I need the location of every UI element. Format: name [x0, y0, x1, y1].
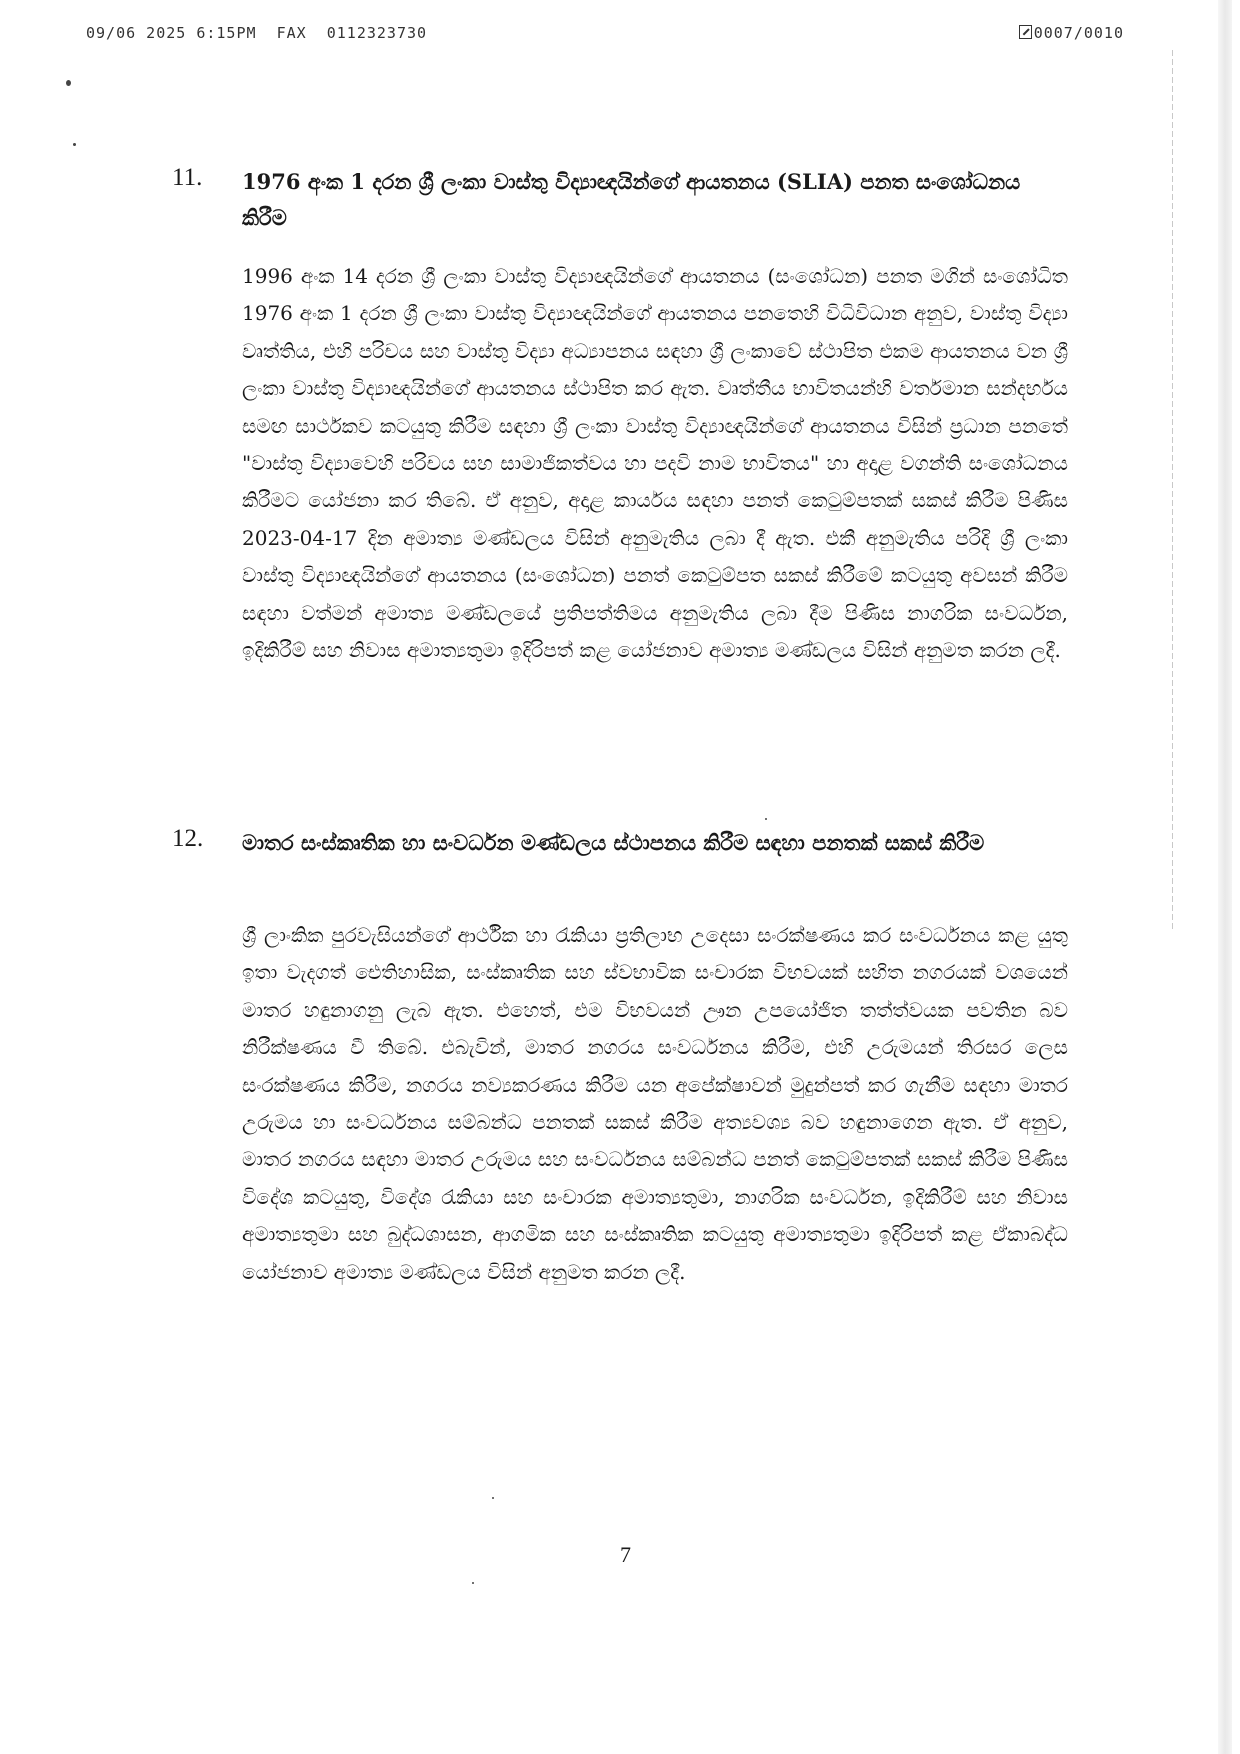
scan-edge-shadow — [1218, 0, 1232, 1754]
scan-speck — [73, 143, 76, 146]
scan-edge-line — [1172, 50, 1173, 930]
fax-page-mark-icon — [1019, 25, 1032, 39]
item-title: මාතර සංස්කෘතික හා සංවර්ධන මණ්ඩලය ස්ථාපනය කිරීම සඳහා පනතක් සකස් කිරීම — [242, 830, 985, 855]
scan-speck — [472, 1582, 474, 1584]
page-number: 7 — [620, 1542, 631, 1567]
item-number: 11. — [172, 164, 203, 191]
fax-header-left: 09/06 2025 6:15PM FAX 0112323730 — [86, 24, 428, 42]
item-number: 12. — [172, 825, 204, 852]
item-body: ශ්‍රී ලාංකික පුරවැසියන්ගේ ආර්ථික හා රැකියා ප්‍රතිලාභ උදෙසා සංරක්ෂණය කර සංවර්ධනය කළ යුතු ඉතා වැදගත් ඓතිහාසික, සංස්කෘතික සහ ස්වභාවික සංචාරක විභවයක් සහිත නගරයක් වශයෙන් මාතර හඳුනාගනු ලැබ ඇත. එහෙත්, එම විභවයන් ඌන උපයෝජිත තත්ත්වයක පවතින බව නිරීක්ෂණය වී තිබේ. එබැවින්, මාතර නගරය සංවර්ධනය කිරීම, එහි උරුමයන් තිරසර ලෙස සංරක්ෂණය කිරීම, නගරය නව්‍යකරණය කිරීම යන අපේක්ෂාවන් මුදුන්පත් කර ගැනීම සඳහා මාතර උරුමය හා සංවර්ධනය සම්බන්ධ පනතක් සකස් කිරීම අත්‍යවශ්‍ය බව හඳුනාගෙන ඇත. ඒ අනුව, මාතර නගරය සඳහා මාතර උරුමය සහ සංවර්ධනය සම්බන්ධ පනත් කෙටුම්පතක් සකස් කිරීම පිණිස විදේශ කටයුතු, විදේශ රැකියා සහ සංචාරක අමාත්‍යතුමා, නාගරික සංවර්ධන, ඉදිකිරීම් සහ නිවාස අමාත්‍යතුමා සහ බුද්ධශාසන, ආගමික සහ සංස්කෘතික කටයුතු අමාත්‍යතුමා ඉදිරිපත් කළ ඒකාබද්ධ යෝජනාව අමාත්‍ය මණ්ඩලය විසින් අනුමත කරන ලදී. — [242, 923, 1068, 1284]
scan-speck — [492, 1497, 494, 1499]
item-body: 1996 අංක 14 දරන ශ්‍රී ලංකා වාස්තු විද්‍යාඥයින්ගේ ආයතනය (සංශෝධන) පනත මගින් සංශෝධිත 1976 අංක 1 දරන ශ්‍රී ලංකා වාස්තු විද්‍යාඥයින්ගේ ආයතනය පනතෙහි විධිවිධාන අනුව, වාස්තු විද්‍යා වෘත්තිය, එහි පරිචය සහ වාස්තු විද්‍යා අධ්‍යාපනය සඳහා ශ්‍රී ලංකාවේ ස්ථාපිත එකම ආයතනය වන ශ්‍රී ලංකා වාස්තු විද්‍යාඥයින්ගේ ආයතනය ස්ථාපිත කර ඇත. වෘත්තීය භාවිතයන්හි වර්තමාන සන්දර්භය සමඟ සාර්ථකව කටයුතු කිරීම සඳහා ශ්‍රී ලංකා වාස්තු විද්‍යාඥයින්ගේ ආයතනය විසින් ප්‍රධාන පනතේ "වාස්තු විද්‍යාවෙහි පරිචය සහ සාමාජිකත්වය හා පදවි නාම භාවිතය" හා අදාළ වගන්ති සංශෝධනය කිරීමට යෝජනා කර තිබේ. ඒ අනුව, අදාළ කාර්යය සඳහා පනත් කෙටුම්පතක් සකස් කිරීම පිණිස 2023-04-17 දින අමාත්‍ය මණ්ඩලය විසින් අනුමැතිය ලබා දී ඇත. එකී අනුමැතිය පරිදි ශ්‍රී ලංකා වාස්තු විද්‍යාඥයින්ගේ ආයතනය (සංශෝධන) පනත් කෙටුම්පත සකස් කිරීමේ කටයුතු අවසන් කිරීම සඳහා වත්මන් අමාත්‍ය මණ්ඩලයේ ප්‍රතිපත්තිමය අනුමැතිය ලබා දීම පිණිස නාගරික සංවර්ධන, ඉදිකිරීම් සහ නිවාස අමාත්‍යතුමා ඉදිරිපත් කළ යෝජනාව අමාත්‍ය මණ්ඩලය විසින් අනුමත කරන ලදී. — [242, 264, 1068, 663]
fax-page-count: 0007/0010 — [1033, 24, 1124, 42]
scan-speck — [66, 80, 71, 86]
item-title: 1976 අංක 1 දරන ශ්‍රී ලංකා වාස්තු විද්‍යාඥයින්ගේ ආයතනය (SLIA) පනත සංශෝධනය කිරීම — [242, 169, 1021, 230]
fax-header-right — [1019, 24, 1124, 42]
scan-speck — [765, 818, 767, 820]
